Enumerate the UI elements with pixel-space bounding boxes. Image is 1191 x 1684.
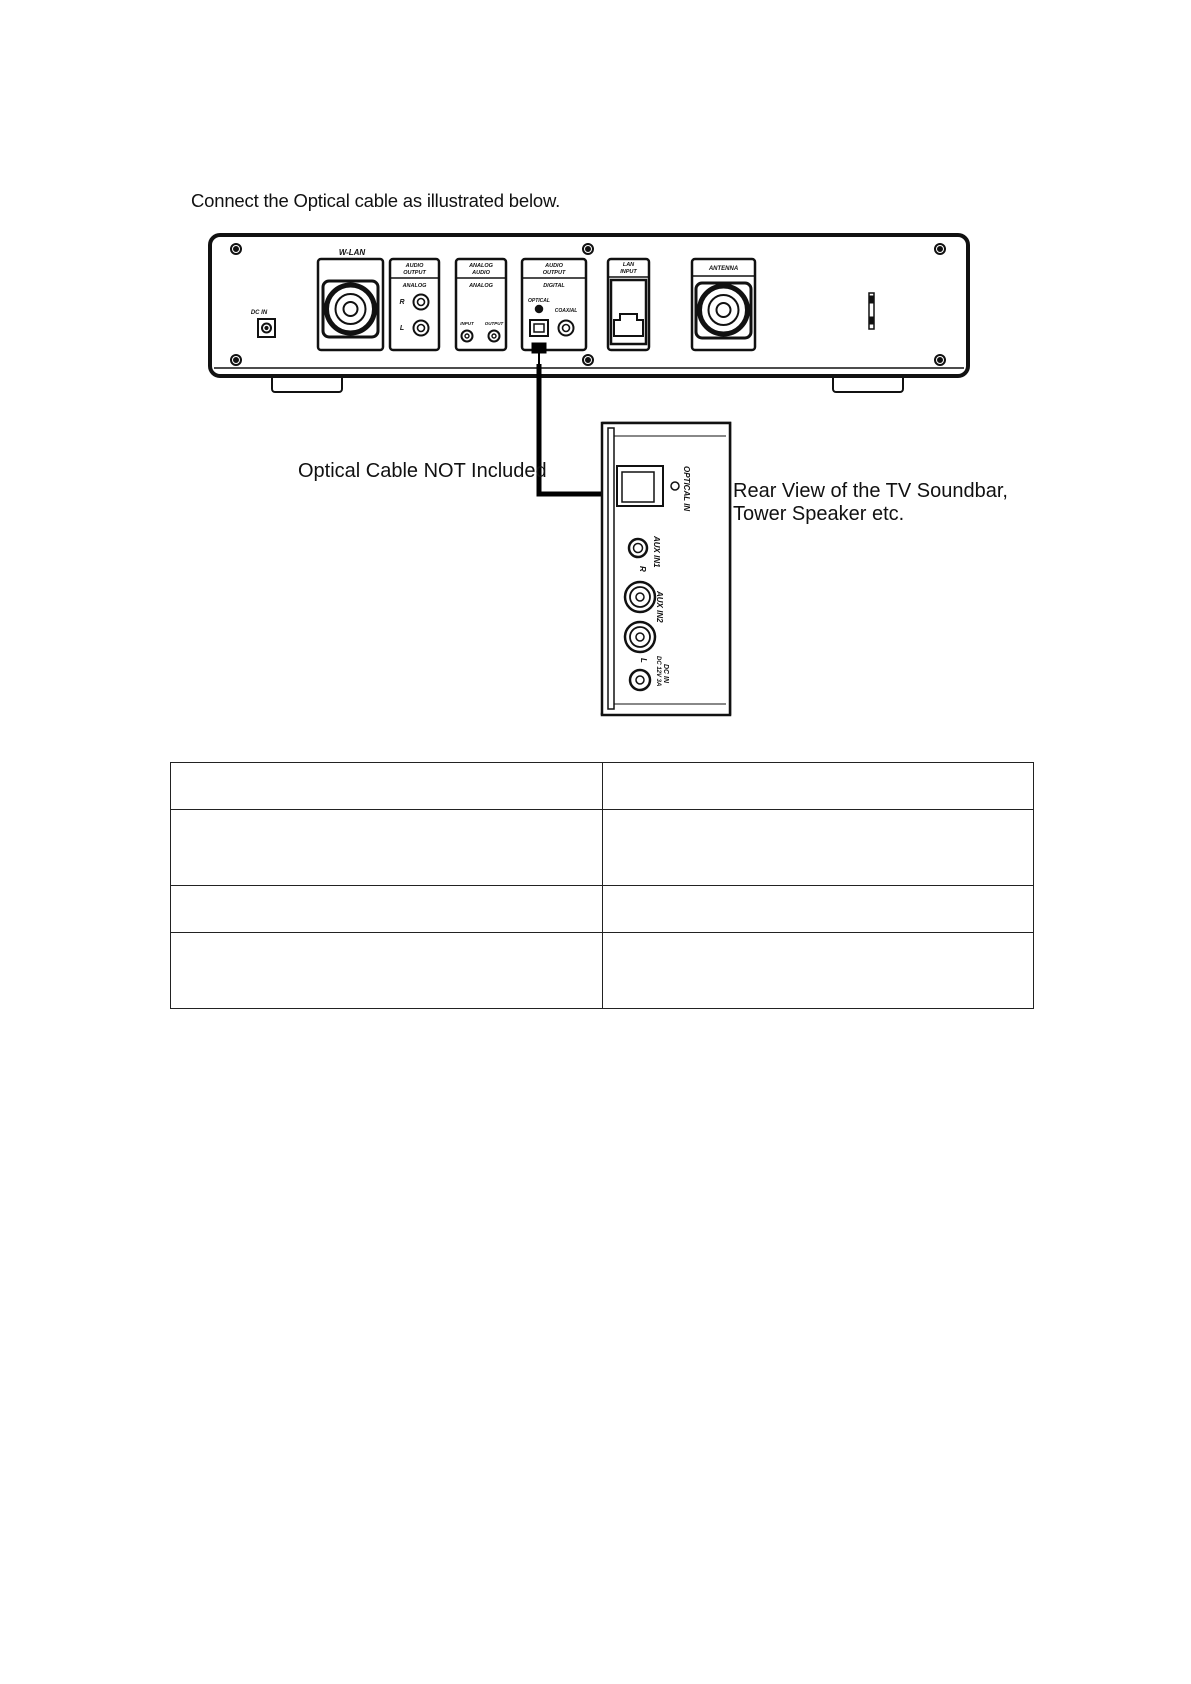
soundbar-label-line1: Rear View of the TV Soundbar, xyxy=(733,480,1008,502)
svg-text:OPTICAL: OPTICAL xyxy=(528,298,550,304)
cable-plug-device xyxy=(532,343,546,353)
soundbar-label-line2: Tower Speaker etc. xyxy=(733,503,905,525)
svg-text:AUDIO: AUDIO xyxy=(472,270,490,276)
intro-instruction: Connect the Optical cable as illustrated below. xyxy=(191,190,561,211)
table-cell xyxy=(171,933,603,1009)
svg-text:L: L xyxy=(639,658,648,663)
table-row xyxy=(171,933,1034,1009)
svg-text:AUDIO: AUDIO xyxy=(545,263,563,269)
svg-text:INPUT: INPUT xyxy=(460,321,474,326)
svg-text:AUDIO: AUDIO xyxy=(405,263,424,269)
table-cell xyxy=(602,886,1034,933)
device-rear-panel xyxy=(210,235,968,392)
svg-text:AUX IN1: AUX IN1 xyxy=(652,536,661,568)
svg-text:ANTENNA: ANTENNA xyxy=(708,266,739,272)
svg-text:OUTPUT: OUTPUT xyxy=(403,270,426,276)
spec-table xyxy=(170,762,1034,1009)
optical-in-label: OPTICAL IN xyxy=(682,466,691,512)
table-row xyxy=(171,886,1034,933)
connection-diagram xyxy=(0,0,1191,760)
svg-text:R: R xyxy=(638,566,647,572)
svg-text:AUX IN2: AUX IN2 xyxy=(655,591,664,623)
table-cell xyxy=(171,763,603,810)
svg-text:DC 12V 3A: DC 12V 3A xyxy=(655,656,661,687)
svg-text:ANALOG: ANALOG xyxy=(469,283,493,289)
soundbar-rear-panel xyxy=(602,423,730,715)
table-cell xyxy=(602,763,1034,810)
svg-text:L: L xyxy=(399,325,405,332)
wlan-label: W-LAN xyxy=(338,248,366,257)
svg-text:INPUT: INPUT xyxy=(620,269,637,275)
table-row xyxy=(171,810,1034,886)
dc-in-label: DC IN xyxy=(250,310,268,316)
svg-text:LAN: LAN xyxy=(622,262,635,268)
table-cell xyxy=(171,886,603,933)
svg-text:ANALOG: ANALOG xyxy=(469,263,493,269)
svg-text:ANALOG: ANALOG xyxy=(402,283,427,289)
svg-text:COAXIAL: COAXIAL xyxy=(554,308,578,314)
cable-label: Optical Cable NOT Included xyxy=(298,460,547,482)
table-row xyxy=(171,763,1034,810)
svg-text:OUTPUT: OUTPUT xyxy=(542,270,566,276)
table-cell xyxy=(602,810,1034,886)
svg-text:OUTPUT: OUTPUT xyxy=(484,321,504,326)
svg-text:R: R xyxy=(399,299,405,306)
svg-text:DC IN: DC IN xyxy=(662,664,669,684)
table-cell xyxy=(602,933,1034,1009)
svg-text:DIGITAL: DIGITAL xyxy=(543,283,565,289)
table-cell xyxy=(171,810,603,886)
